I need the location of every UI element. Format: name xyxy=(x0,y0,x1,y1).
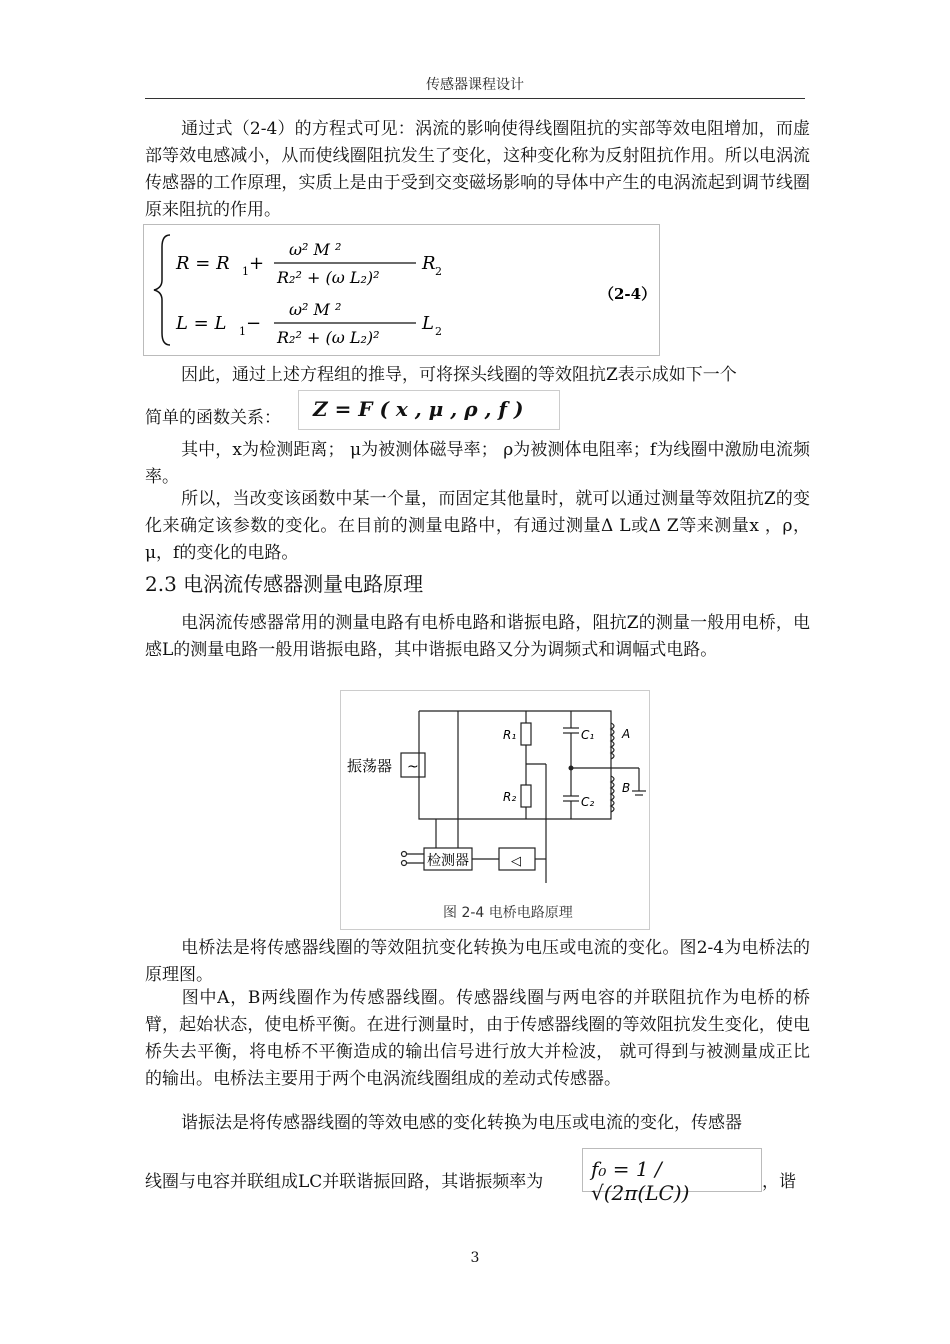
paragraph-5-text: 电涡流传感器常用的测量电路有电桥电路和谐振电路，阻抗Z的测量一般用电桥，电感L的测量电路一般用谐振电路，其中谐振电路又分为调频式和调幅式电路。 xyxy=(145,613,810,660)
paragraph-2-line-1: 因此，通过上述方程组的推导，可将探头线圈的等效阻抗Z表示成如下一个 xyxy=(181,365,737,385)
paragraph-3 xyxy=(145,437,810,491)
eq-r-plus: + xyxy=(249,253,265,274)
eq-l-denominator: R₂² + (ω L₂)² xyxy=(277,328,380,347)
page-number: 3 xyxy=(470,1250,480,1266)
figure-caption: 图 2-4 电桥电路原理 xyxy=(443,905,573,921)
eq-l-minus: − xyxy=(246,313,262,334)
eq-r-denominator: R₂² + (ω L₂)² xyxy=(277,268,380,287)
coil-b-label: B xyxy=(622,781,631,795)
equation-label: （2-4） xyxy=(599,285,657,303)
paragraph-6 xyxy=(145,935,810,989)
svg-text:2: 2 xyxy=(435,325,442,338)
figure-2-4 xyxy=(340,690,650,930)
equation-2-4 xyxy=(143,224,660,356)
paragraph-3-text: 其中，x为检测距离； μ为被测体磁导率； ρ为被测体电阻率；f为线圈中激励电流频率。 xyxy=(145,440,810,487)
paragraph-8-line-1: 谐振法是将传感器线圈的等效电感的变化转换为电压或电流的变化，传感器 xyxy=(181,1113,742,1133)
svg-text:2: 2 xyxy=(435,265,442,278)
paragraph-4 xyxy=(145,486,810,567)
resonance-formula-text: f₀ = 1 / √(2π(LC)) xyxy=(591,1157,690,1205)
eq-l-left: L = L xyxy=(176,313,227,334)
paragraph-4-text: 所以，当改变该函数中某一个量，而固定其他量时，就可以通过测量等效阻抗Z的变化来确定该参数的变化。在目前的测量电路中，有通过测量Δ L或Δ Z等来测量x ，ρ，μ，f的变化的电路。 xyxy=(145,489,810,563)
detector-label: 检测器 xyxy=(427,853,469,869)
oscillator-label: 振荡器 xyxy=(347,757,393,775)
header-rule xyxy=(145,98,805,99)
paragraph-2 xyxy=(145,362,810,389)
c1-label: C₁ xyxy=(581,728,595,742)
svg-text:1: 1 xyxy=(242,265,249,278)
oscillator-symbol: ~ xyxy=(407,759,419,775)
paragraph-8 xyxy=(145,1110,810,1137)
page-header: 传感器课程设计 xyxy=(426,77,524,93)
r1-label: R₁ xyxy=(503,728,517,742)
paragraph-6-text: 电桥法是将传感器线圈的等效阻抗变化转换为电压或电流的变化。图2-4为电桥法的原理图。 xyxy=(145,938,810,985)
paragraph-5 xyxy=(145,610,810,664)
equation-2-4-graphic xyxy=(144,225,659,355)
paragraph-7 xyxy=(145,985,810,1093)
eq-l-numerator: ω² M ² xyxy=(289,300,342,319)
amplifier-symbol: ◁ xyxy=(511,854,521,869)
function-formula-text: Z = F ( x , μ , ρ , f ) xyxy=(313,397,524,421)
eq-l-tail: L xyxy=(422,313,434,334)
svg-text:1: 1 xyxy=(239,325,246,338)
paragraph-2-line-2: 简单的函数关系： xyxy=(145,408,281,428)
paragraph-1-text: 通过式（2-4）的方程式可见：涡流的影响使得线圈阻抗的实部等效电阻增加，而虚部等效电感减小，从而使线圈阻抗发生了变化，这种变化称为反射阻抗作用。所以电涡流传感器的工作原理，实质上是由于受到交变磁场影响的导体中产生的电涡流起到调节线圈原来阻抗的作用。 xyxy=(145,119,810,220)
r2-label: R₂ xyxy=(503,790,517,804)
paragraph-8-line-2: 线圈与电容并联组成LC并联谐振回路，其谐振频率为 xyxy=(145,1172,544,1192)
section-heading: 2.3 电涡流传感器测量电路原理 xyxy=(145,572,424,596)
bridge-circuit-diagram xyxy=(341,691,649,929)
c2-label: C₂ xyxy=(581,795,595,809)
eq-r-tail: R xyxy=(422,253,436,274)
resonance-formula xyxy=(582,1148,762,1205)
coil-a-label: A xyxy=(622,727,631,741)
paragraph-8-tail: ，谐 xyxy=(762,1172,796,1192)
eq-r-left: R = R xyxy=(176,253,230,274)
eq-r-numerator: ω² M ² xyxy=(289,240,342,259)
paragraph-1 xyxy=(145,116,810,224)
paragraph-7-text: 图中A，B两线圈作为传感器线圈。传感器线圈与两电容的并联阻抗作为电桥的桥臂，起始状态，使电桥平衡。在进行测量时，由于传感器线圈的等效阻抗发生变化，使电桥失去平衡，将电桥不平衡造成的输出信号进行放大并检波， 就可得到与被测量成正比的输出。电桥法主要用于两个电涡流线圈组成的差动式传感器。 xyxy=(145,988,810,1089)
function-formula xyxy=(298,390,560,430)
